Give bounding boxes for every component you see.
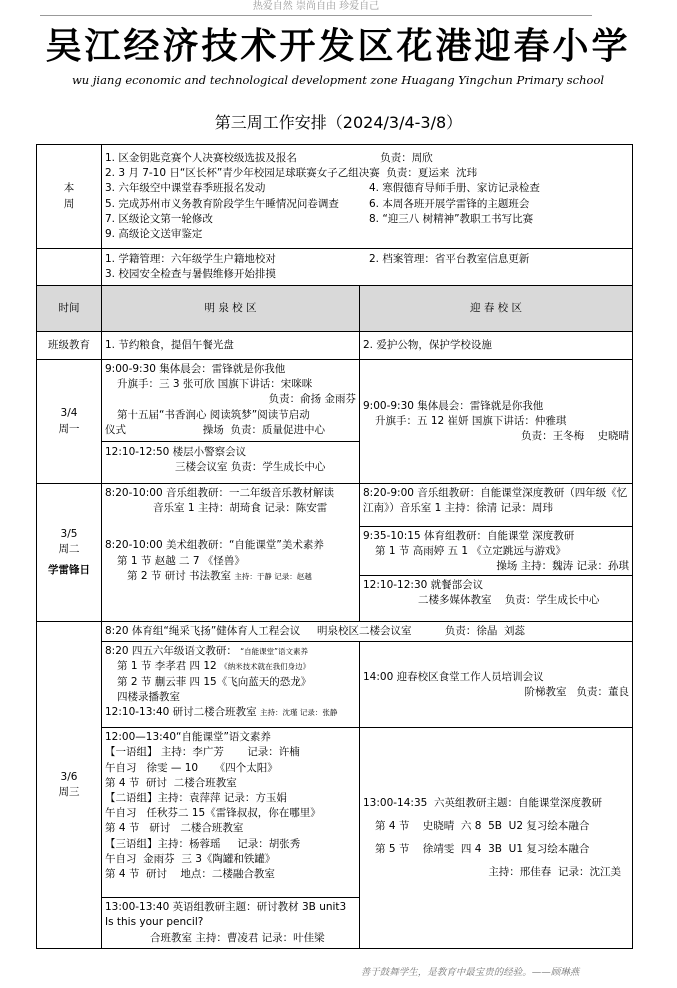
this-week-label: 本 周 bbox=[37, 145, 102, 249]
this-week-item: 9. 高级论文送审鉴定 bbox=[105, 227, 203, 240]
tue-campus-a bbox=[102, 484, 360, 622]
wed-campus-a-3 bbox=[102, 898, 360, 949]
tue-b-line: 操场 主持：魏涛 记录：孙琪 bbox=[496, 560, 629, 573]
tue-b-line: 8:20-9:00 音乐组教研：自能课堂深度教研（四年级《忆江南》）音乐室 1 主持：徐清 记录：周玮 bbox=[363, 487, 628, 515]
wed-a-line: 合班教室 主持：曹凌君 记录：叶佳梁 bbox=[150, 931, 325, 944]
wed-label bbox=[37, 622, 102, 949]
mon-a-line: 负责：俞扬 金雨芬 bbox=[268, 393, 356, 406]
wed-b-line: 第 4 节 史晓晴 六 8 5B U2 复习绘本融合 bbox=[375, 819, 590, 832]
wed-a-line: 午自习 任秋芬二 15《雷锋叔叔，你在哪里》 bbox=[105, 807, 321, 820]
wed-campus-b-2 bbox=[360, 728, 633, 949]
tue-a-line: 第 1 节 赵越 二 7 《怪兽》 bbox=[117, 554, 245, 567]
this-week-items bbox=[102, 145, 633, 249]
mon-day: 周一 bbox=[58, 422, 80, 435]
mon-a-line: 升旗手：三 3 张可欣 国旗下讲话：宋咪咪 bbox=[117, 378, 313, 391]
wed-b-line: 第 5 节 徐靖雯 四 4 3B U1 复习绘本融合 bbox=[375, 843, 590, 855]
tue-day: 周二 bbox=[58, 542, 80, 555]
class-edu-b: 2. 爱护公物，保护学校设施 bbox=[360, 332, 633, 360]
wed-a-note: 主持：沈瑾 记录：张静 bbox=[260, 708, 338, 718]
admin-item: 2. 档案管理：省平台教室信息更新 bbox=[369, 252, 530, 265]
wed-campus-b-1 bbox=[360, 642, 633, 728]
wed-a-line: 第 4 节 研讨 二楼合班教室 bbox=[105, 822, 244, 835]
wed-a-line: 【三语组】主持：杨蓉瑶 记录：胡张秀 bbox=[105, 837, 301, 850]
wed-a-line: 8:20 四五六年级语文教研： “自能课堂”语文素养 bbox=[105, 645, 309, 658]
wed-campus-a-2 bbox=[102, 728, 360, 898]
tue-b-line: 9:35-10:15 体育组教研：自能课堂 深度教研 bbox=[363, 530, 575, 542]
admin-items bbox=[102, 249, 633, 286]
tue-a-line: 音乐室 1 主持：胡琦食 记录：陈安雷 bbox=[153, 502, 328, 515]
class-edu-a: 1. 节约粮食，提倡午餐光盘 bbox=[102, 332, 360, 360]
this-week-item: 3. 六年级空中课堂春季班报名发动 bbox=[105, 182, 266, 195]
doc-title: 第三周工作安排（2024/3/4-3/8） bbox=[214, 113, 463, 132]
tue-label bbox=[37, 484, 102, 622]
mon-date: 3/4 bbox=[60, 407, 78, 420]
schedule-table bbox=[36, 144, 633, 949]
header-campus-b: 迎 春 校 区 bbox=[360, 286, 633, 332]
school-name-en: wu jiang economic and technological development zone Huagang Yingchun Primary school bbox=[71, 73, 605, 87]
wed-a-line: 午自习 金雨芬 三 3《陶罐和铁罐》 bbox=[105, 852, 276, 865]
wed-a-line: 12:10-13:40 研讨二楼合班教室 主持：沈瑾 记录：张静 bbox=[105, 706, 338, 719]
this-week-item: 6. 本周各班开展学雷锋的主题班会 bbox=[369, 197, 530, 210]
tue-b-line: 第 1 节 高雨婷 五 1 《立定跳远与游戏》 bbox=[375, 545, 566, 558]
this-week-item: 1. 区金钥匙竞赛个人决赛校级选拔及报名 负责：周欣 bbox=[105, 151, 433, 164]
class-edu-label: 班级教育 bbox=[37, 332, 102, 360]
mon-campus-a bbox=[102, 360, 360, 484]
wed-date: 3/6 bbox=[60, 770, 78, 783]
wed-a-line: 第 4 节 研讨 地点：二楼融合教室 bbox=[105, 868, 275, 881]
tue-b-line: 二楼多媒体教室 负责：学生成长中心 bbox=[418, 594, 600, 607]
tue-note: 学雷锋日 bbox=[48, 564, 90, 577]
wed-campus-a-1 bbox=[102, 642, 360, 728]
tue-a-line: 8:20-10:00 美术组教研：“自能课堂”美术素养 bbox=[105, 539, 324, 552]
wed-b-line: 13:00-14:35 六英组教研主题：自能课堂深度教研 bbox=[363, 796, 602, 809]
footer-quote: 善于鼓舞学生，是教育中最宝贵的经验。——顾琳燕 bbox=[360, 967, 580, 978]
wed-a-line: 【一语组】 主持：李广芳 记录：许楠 bbox=[105, 746, 300, 759]
tue-a-line: 第 2 节 研讨 书法教室 主持：于静 记录：赵越 bbox=[127, 569, 312, 582]
admin-item: 3. 校园安全检查与暑假维修开始排摸 bbox=[105, 268, 276, 280]
mon-b-line: 升旗手：五 12 崔妍 国旗下讲话：仲雅琪 bbox=[375, 414, 567, 427]
motto-bar: 热爱自然 崇尚自由 珍爱自己 bbox=[40, 0, 592, 16]
wed-a-note: “自能课堂”语文素养 bbox=[240, 647, 309, 657]
tue-a-line: 8:20-10:00 音乐组教研：一二年级音乐教材解读 bbox=[105, 487, 334, 499]
wed-day: 周三 bbox=[58, 785, 80, 798]
this-week-item: 5. 完成苏州市义务教育阶段学生午睡情况问卷调查 bbox=[105, 197, 339, 210]
mon-b-line: 负责：王冬梅 史晓晴 bbox=[521, 430, 629, 443]
mon-b-line: 9:00-9:30 集体晨会：雷锋就是你我他 bbox=[363, 399, 544, 412]
wed-banner: 8:20 体育组“绳采飞扬”健体育人工程会议 明泉校区二楼会议室 负责：徐晶 刘蕊 bbox=[102, 622, 633, 642]
wed-a-line: 四楼录播教室 bbox=[117, 690, 180, 703]
tue-b-line: 12:10-12:30 就餐部会议 bbox=[363, 579, 484, 591]
this-week-item: 7. 区级论文第一轮修改 bbox=[105, 212, 213, 225]
wed-b-line: 阶梯教室 负责：董良 bbox=[524, 685, 629, 698]
mon-a-line: 12:10-12:50 楼层小警察会议 bbox=[105, 446, 247, 459]
mon-a-line: 三楼会议室 负责：学生成长中心 bbox=[175, 461, 326, 474]
mon-label bbox=[37, 360, 102, 484]
mon-a-line: 仪式 操场 负责：质量促进中心 bbox=[105, 423, 325, 436]
tue-a-note: 主持：于静 记录：赵越 bbox=[234, 571, 312, 581]
tue-date: 3/5 bbox=[60, 527, 78, 540]
mon-a-line: 9:00-9:30 集体晨会：雷锋就是你我他 bbox=[105, 363, 286, 375]
tue-campus-b bbox=[360, 484, 633, 622]
wed-a-line: 第 2 节 蒯云菲 四 15《飞向蓝天的恐龙》 bbox=[117, 675, 312, 688]
wed-a-line: 第 4 节 研讨 二楼合班教室 bbox=[105, 776, 237, 789]
mon-a-line: 第十五届“书香润心 阅读筑梦”阅读节启动 bbox=[117, 408, 310, 421]
wed-b-line: 14:00 迎春校区食堂工作人员培训会议 bbox=[363, 670, 544, 683]
header-time: 时间 bbox=[37, 286, 102, 332]
this-week-item: 8. “迎三八 树精神”教职工书写比赛 bbox=[369, 212, 534, 225]
wed-b-line: 主持：邢佳春 记录：沈江美 bbox=[488, 866, 621, 879]
this-week-item: 4. 寒假德育导师手册、家访记录检查 bbox=[369, 182, 540, 195]
wed-a-line: 午自习 徐雯 — 10 《四个太阳》 bbox=[105, 761, 278, 774]
admin-item: 1. 学籍管理：六年级学生户籍地校对 bbox=[105, 252, 276, 265]
wed-a-line: 13:00-13:40 英语组教研主题：研讨教材 3B unit3 Is this your pencil? bbox=[105, 901, 347, 929]
this-week-item: 2. 3 月 7-10 日“区长杯”青少年校园足球联赛女子乙组决赛 负责：夏运来 沈玮 bbox=[105, 167, 478, 180]
mon-campus-b bbox=[360, 360, 633, 484]
wed-a-line: 12:00—13:40“自能课堂”语文素养 bbox=[105, 731, 271, 744]
wed-a-note: 《纳米技术就在我们身边》 bbox=[220, 662, 311, 672]
wed-a-line: 【二语组】主持：袁萍萍 记录：方玉娟 bbox=[105, 792, 287, 805]
header-campus-a: 明 泉 校 区 bbox=[102, 286, 360, 332]
school-name-cn: 吴江经济技术开发区花港迎春小学 bbox=[45, 25, 631, 67]
wed-a-line: 第 1 节 李孝君 四 12 《纳米技术就在我们身边》 bbox=[117, 660, 311, 673]
